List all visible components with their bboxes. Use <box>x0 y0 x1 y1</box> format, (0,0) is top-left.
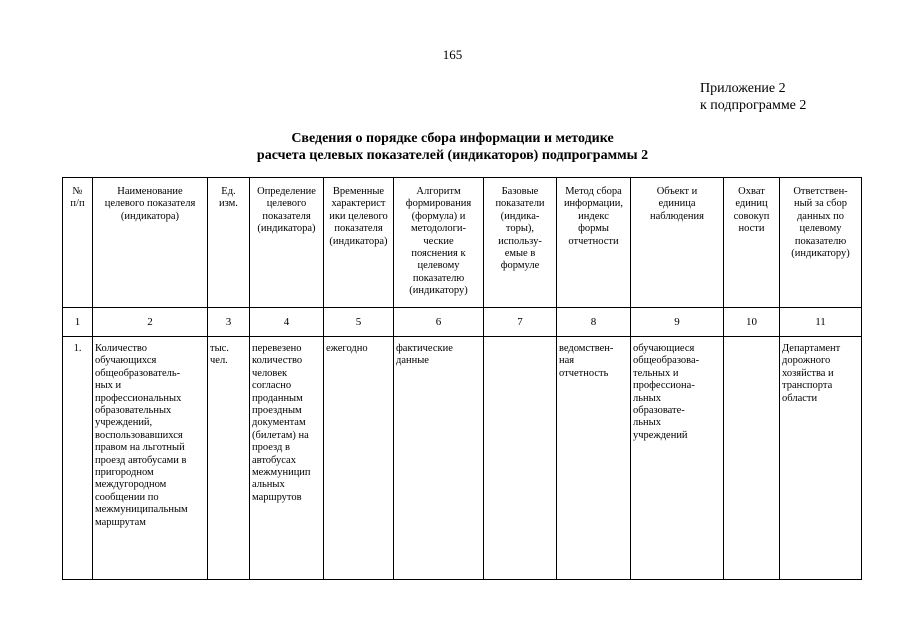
algorithm-cell <box>394 337 484 580</box>
header-text: Алгоритм формирования (формула) и методологи- ческие пояснения к целевому показателю (индикатору) <box>405 186 472 297</box>
header-text: Определение целевого показателя (индикатора) <box>257 186 316 235</box>
indicators-table <box>62 177 862 580</box>
header-text: Объект и единица наблюдения <box>650 186 704 222</box>
cell-text: 1. <box>73 343 82 354</box>
document-title-line-2: расчета целевых показателей (индикаторов) подпрограммы 2 <box>256 148 649 163</box>
cell-text: ежегодно <box>326 343 368 354</box>
column-number-cell: 5 <box>324 308 394 337</box>
header-cell <box>724 178 780 308</box>
appendix-note <box>700 80 806 114</box>
header-text: Базовые показатели (индика- торы), использу- емые в формуле <box>495 186 545 272</box>
collection-method-cell <box>557 337 631 580</box>
cell-text: обучающиеся общеобразова- тельных и профессиона- льных образовате- льных учреждений <box>633 343 700 441</box>
cell-text: Количество обучающихся общеобразователь- ных и профессиональных образовательных учреждений, воспользовавшихся правом на льготный проезд автобусами в пригородном междугородном сообщении по межмуниципальным маршрутам <box>95 343 188 528</box>
header-text: Ед. изм. <box>219 186 238 210</box>
header-cell <box>93 178 208 308</box>
header-cell <box>250 178 324 308</box>
header-cell <box>631 178 724 308</box>
page-number: 165 <box>442 47 463 62</box>
header-cell <box>484 178 557 308</box>
responsible-cell <box>780 337 862 580</box>
header-text: Охват единиц совокуп ности <box>733 186 770 235</box>
cell-text: тыс. чел. <box>210 343 229 367</box>
column-number-cell: 10 <box>724 308 780 337</box>
header-cell <box>324 178 394 308</box>
header-text: № п/п <box>70 186 85 210</box>
header-text: Ответствен- ный за сбор данных по целевому показателю (индикатору) <box>791 186 850 260</box>
column-number-cell: 3 <box>208 308 250 337</box>
header-text: Метод сбора информации, индекс формы отчетности <box>563 186 624 247</box>
column-number-cell: 9 <box>631 308 724 337</box>
row-number-cell <box>63 337 93 580</box>
column-number-cell: 1 <box>63 308 93 337</box>
column-number-cell: 6 <box>394 308 484 337</box>
header-cell <box>557 178 631 308</box>
header-cell <box>780 178 862 308</box>
header-cell <box>394 178 484 308</box>
column-number-cell: 4 <box>250 308 324 337</box>
base-indicators-cell <box>484 337 557 580</box>
indicator-name-cell <box>93 337 208 580</box>
document-title <box>0 130 905 164</box>
appendix-line-1: Приложение 2 <box>700 81 786 96</box>
table-row <box>63 337 862 580</box>
column-numbers-row <box>63 308 862 337</box>
document-title-line-1: Сведения о порядке сбора информации и методике <box>291 131 614 146</box>
observation-object-cell <box>631 337 724 580</box>
cell-text: Департамент дорожного хозяйства и транспорта области <box>782 343 841 404</box>
cell-text: перевезено количество человек согласно проданным проездным документам (билетам) на проезд в автобусах межмуницип альных маршрутов <box>252 343 311 503</box>
unit-cell <box>208 337 250 580</box>
cell-text: ведомствен- ная отчетность <box>559 343 614 379</box>
column-number-cell: 7 <box>484 308 557 337</box>
appendix-line-2: к подпрограмме 2 <box>700 98 807 113</box>
column-number-cell: 8 <box>557 308 631 337</box>
table-header-row <box>63 178 862 308</box>
header-text: Временные характерист ики целевого показателя (индикатора) <box>329 186 388 247</box>
header-text: Наименование целевого показателя (индикатора) <box>104 186 196 222</box>
column-number-cell: 2 <box>93 308 208 337</box>
header-cell <box>208 178 250 308</box>
definition-cell <box>250 337 324 580</box>
header-cell <box>63 178 93 308</box>
coverage-cell <box>724 337 780 580</box>
time-characteristics-cell <box>324 337 394 580</box>
cell-text: фактические данные <box>396 343 453 367</box>
column-number-cell: 11 <box>780 308 862 337</box>
